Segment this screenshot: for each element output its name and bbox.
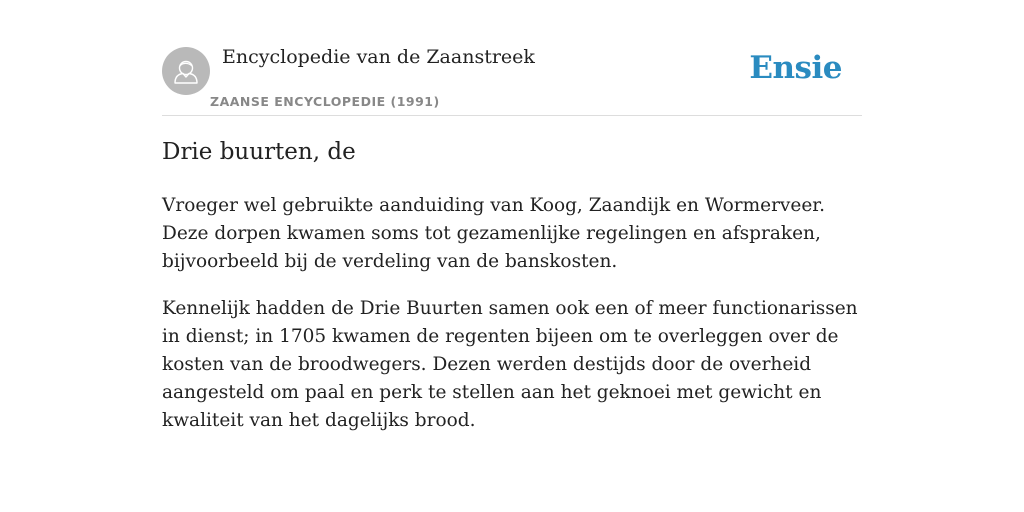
- entry-title: Drie buurten, de: [162, 139, 356, 165]
- entry-paragraph: Kennelijk hadden de Drie Buurten samen ook een of meer functionarissen in dienst; in 1705 kwamen de regenten bijeen om te overleggen over de kosten van de broodwegers. Dezen werden destijds door de overheid aangesteld om paal en perk te stellen aan het geknoei met gewicht en kwaliteit van het dagelijks brood.: [162, 298, 858, 431]
- entry-body: [162, 192, 862, 454]
- user-icon: [162, 47, 210, 95]
- source-title[interactable]: Encyclopedie van de Zaanstreek: [222, 46, 535, 68]
- entry-paragraph: Vroeger wel gebruikte aanduiding van Koog, Zaandijk en Wormerveer. Deze dorpen kwamen soms tot gezamenlijke regelingen en afspraken, bijvoorbeeld bij de verdeling van de banskosten.: [162, 195, 825, 272]
- avatar[interactable]: [162, 47, 210, 95]
- ensie-logo[interactable]: Ensie: [749, 50, 842, 86]
- source-header: [162, 0, 862, 116]
- source-subtitle: ZAANSE ENCYCLOPEDIE (1991): [210, 94, 440, 109]
- page-container: [162, 0, 862, 431]
